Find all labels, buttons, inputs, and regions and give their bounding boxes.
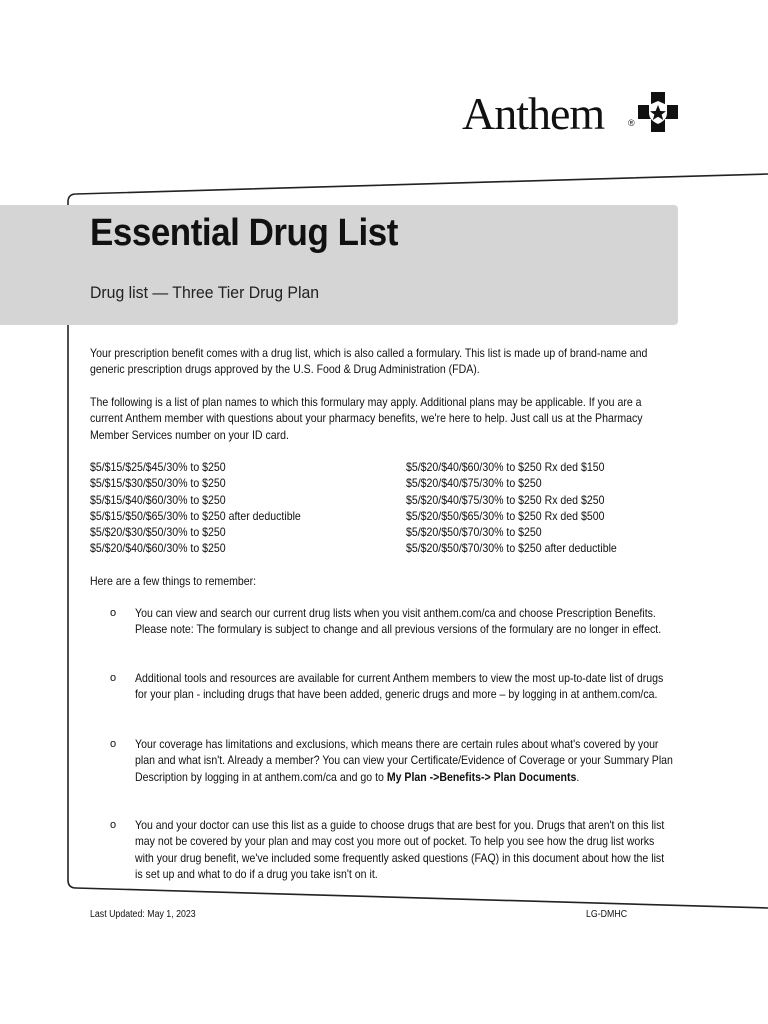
last-updated: Last Updated: May 1, 2023	[90, 909, 196, 920]
document-code: LG-DMHC	[586, 909, 628, 920]
plan-item: $5/$20/$50/$70/30% to $250	[406, 525, 542, 540]
plan-item: $5/$15/$30/$50/30% to $250	[90, 476, 226, 491]
bullet-text: You and your doctor can use this list as a guide to choose drugs that are best for you. Drugs that aren't on this list may not be covered by your plan and may cost you more out of pocket. To help you see how the drug list works with your drug benefit, we've included some frequently asked questions (FAQ) in this document about how the list is set up and what to do if a drug you take isn't on it.	[135, 818, 665, 881]
bullet-icon: o	[110, 819, 117, 831]
plan-item: $5/$20/$40/$75/30% to $250 Rx ded $250	[406, 492, 605, 507]
plan-item: $5/$15/$40/$60/30% to $250	[90, 492, 226, 507]
page-subtitle: Drug list — Three Tier Drug Plan	[90, 283, 320, 302]
plan-item: $5/$20/$40/$60/30% to $250	[90, 541, 226, 556]
page-title: Essential Drug List	[90, 212, 398, 254]
plan-item: $5/$20/$40/$60/30% to $250 Rx ded $150	[406, 460, 605, 474]
bullet-icon: o	[110, 738, 117, 750]
plan-list-left	[90, 459, 301, 557]
bullet-icon: o	[110, 607, 117, 619]
registered-mark: ®	[628, 118, 635, 128]
plan-item: $5/$20/$50/$70/30% to $250 after deductible	[406, 541, 617, 556]
plan-item: $5/$20/$30/$50/30% to $250	[90, 525, 226, 540]
plan-item: $5/$15/$50/$65/30% to $250 after deductible	[90, 508, 301, 523]
bullet-icon: o	[110, 672, 117, 684]
bullet-text: You can view and search our current drug lists when you visit anthem.com/ca and choose Prescription Benefits. Please note: The formulary is subject to change and all previous versions of the formulary are no longer in effect.	[135, 606, 662, 637]
plan-documents-path: My Plan ->Benefits-> Plan Documents	[386, 769, 577, 784]
intro-paragraph-1: Your prescription benefit comes with a drug list, which is also called a formulary. This list is made up of brand-name and generic prescription drugs approved by the U.S. Food & Drug Administration (FDA).	[90, 346, 648, 377]
bullet-text-part: Your coverage has limitations and exclusions, which means there are certain rules about what's covered by your plan and what isn't. Already a member? You can view your Certificate/Evidence of Coverage or your Summary Plan Description by logging in at anthem.com/ca and go to	[135, 737, 673, 784]
plan-item: $5/$15/$25/$45/30% to $250	[90, 460, 226, 474]
bullet-text: Additional tools and resources are available for current Anthem members to view the most up-to-date list of drugs for your plan - including drugs that have been added, generic drugs and more – by logging in at anthem.com/ca.	[135, 671, 664, 702]
remember-heading: Here are a few things to remember:	[90, 574, 257, 588]
logo-wordmark: Anthem	[462, 88, 605, 139]
bullet-text	[135, 736, 674, 785]
plan-item: $5/$20/$50/$65/30% to $250 Rx ded $500	[406, 508, 605, 523]
bullet-text-end: .	[576, 769, 580, 784]
plan-list-right	[406, 459, 617, 557]
intro-paragraph-2: The following is a list of plan names to which this formulary may apply. Additional plans may be applicable. If you are a current Anthem member with questions about your pharmacy benefits, we're here to help. Just call us at the Pharmacy Member Services number on your ID card.	[90, 395, 643, 442]
plan-item: $5/$20/$40/$75/30% to $250	[406, 476, 542, 491]
